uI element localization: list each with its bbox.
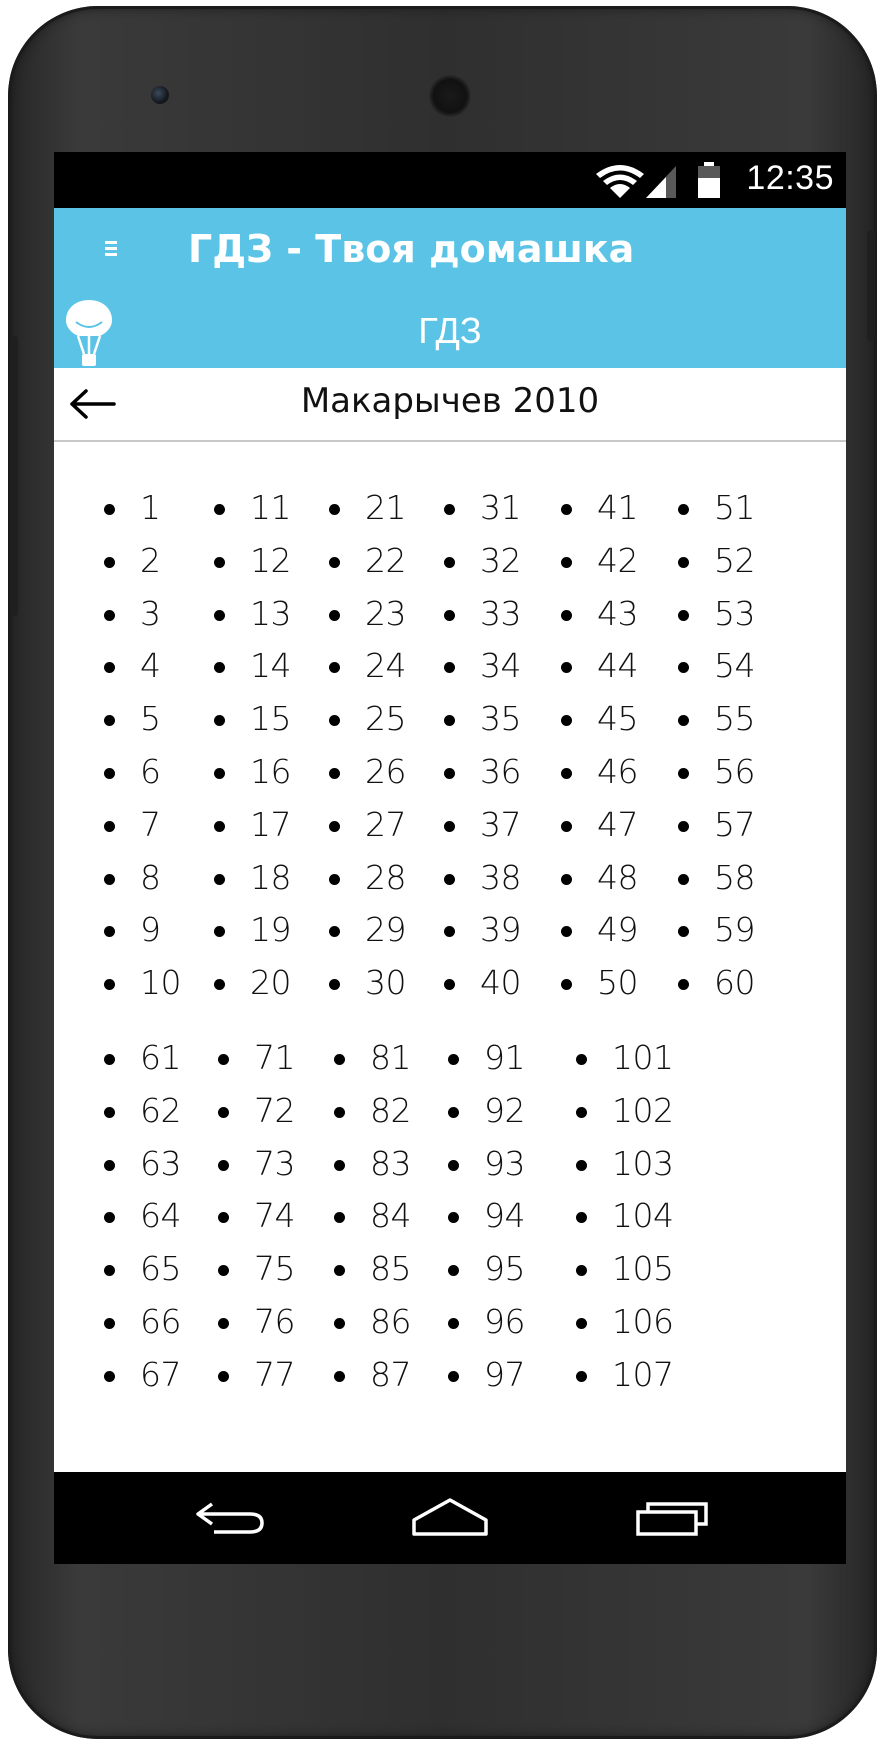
bullet-icon bbox=[444, 926, 455, 937]
problem-number-link[interactable]: 93 bbox=[484, 1143, 525, 1183]
problem-number-link[interactable]: 103 bbox=[612, 1143, 674, 1183]
problem-number-link[interactable]: 37 bbox=[480, 804, 521, 844]
problem-number-link[interactable]: 54 bbox=[714, 646, 755, 686]
phone-frame bbox=[8, 6, 877, 1739]
bullet-icon bbox=[561, 768, 572, 779]
bullet-icon bbox=[104, 979, 115, 990]
bullet-icon bbox=[448, 1371, 459, 1382]
problem-number-link[interactable]: 47 bbox=[597, 804, 638, 844]
problem-number-link[interactable]: 41 bbox=[597, 488, 638, 527]
bullet-icon bbox=[329, 610, 340, 621]
problem-number-link[interactable]: 12 bbox=[250, 540, 291, 580]
bullet-icon bbox=[329, 768, 340, 779]
problem-number-link[interactable]: 72 bbox=[254, 1090, 295, 1130]
bullet-icon bbox=[218, 1371, 229, 1382]
bullet-icon bbox=[561, 979, 572, 990]
problem-number-link[interactable]: 67 bbox=[140, 1354, 181, 1394]
bullet-icon bbox=[678, 504, 689, 515]
problem-number-link[interactable]: 8 bbox=[140, 857, 161, 897]
problem-number-link[interactable]: 49 bbox=[597, 910, 638, 950]
problem-number-link[interactable]: 61 bbox=[140, 1038, 181, 1077]
problem-number-link[interactable]: 9 bbox=[140, 910, 161, 950]
problem-number-link[interactable]: 31 bbox=[480, 488, 521, 527]
bullet-icon bbox=[329, 557, 340, 568]
bullet-icon bbox=[561, 821, 572, 832]
problem-number-link[interactable]: 17 bbox=[250, 804, 291, 844]
problem-number-link[interactable]: 63 bbox=[140, 1143, 181, 1183]
status-bar bbox=[54, 152, 846, 208]
bullet-icon bbox=[329, 662, 340, 673]
bullet-icon bbox=[576, 1160, 587, 1171]
problem-number-link[interactable]: 30 bbox=[365, 963, 406, 1003]
volume-button bbox=[10, 336, 18, 616]
bullet-icon bbox=[678, 874, 689, 885]
bullet-icon bbox=[104, 610, 115, 621]
problem-number-link[interactable]: 66 bbox=[140, 1301, 181, 1341]
bullet-icon bbox=[104, 504, 115, 515]
menu-icon[interactable] bbox=[102, 238, 122, 264]
problem-number-link[interactable]: 92 bbox=[484, 1090, 525, 1130]
bullet-icon bbox=[448, 1160, 459, 1171]
problem-number-link[interactable]: 28 bbox=[365, 857, 406, 897]
bullet-icon bbox=[329, 874, 340, 885]
bullet-icon bbox=[448, 1107, 459, 1118]
bullet-icon bbox=[218, 1054, 229, 1065]
problem-number-link[interactable]: 26 bbox=[365, 751, 406, 791]
bullet-icon bbox=[104, 1318, 115, 1329]
bullet-icon bbox=[104, 1265, 115, 1276]
system-nav-bar bbox=[54, 1472, 846, 1564]
problem-number-link[interactable]: 15 bbox=[250, 699, 291, 739]
problem-number-link[interactable]: 76 bbox=[254, 1301, 295, 1341]
book-header bbox=[54, 368, 846, 442]
problem-number-link[interactable]: 43 bbox=[597, 593, 638, 633]
problem-number-link[interactable]: 51 bbox=[714, 488, 755, 527]
problem-number-link[interactable]: 75 bbox=[254, 1249, 295, 1289]
problem-number-link[interactable]: 55 bbox=[714, 699, 755, 739]
bullet-icon bbox=[334, 1054, 345, 1065]
bullet-icon bbox=[104, 1160, 115, 1171]
problem-number-link[interactable]: 6 bbox=[140, 751, 161, 791]
problem-number-link[interactable]: 57 bbox=[714, 804, 755, 844]
problem-number-link[interactable]: 5 bbox=[140, 699, 161, 739]
problem-number-link[interactable]: 58 bbox=[714, 857, 755, 897]
problem-number-link[interactable]: 42 bbox=[597, 540, 638, 580]
problem-number-link[interactable]: 73 bbox=[254, 1143, 295, 1183]
bullet-icon bbox=[104, 715, 115, 726]
status-time: 12:35 bbox=[746, 159, 834, 197]
bullet-icon bbox=[214, 926, 225, 937]
bullet-icon bbox=[448, 1054, 459, 1065]
battery-icon bbox=[698, 162, 720, 198]
problem-number-link[interactable]: 62 bbox=[140, 1090, 181, 1130]
bullet-icon bbox=[678, 557, 689, 568]
front-camera bbox=[151, 86, 169, 104]
problem-number-link[interactable]: 46 bbox=[597, 751, 638, 791]
problem-number-link[interactable]: 38 bbox=[480, 857, 521, 897]
bullet-icon bbox=[214, 821, 225, 832]
problem-number-link[interactable]: 48 bbox=[597, 857, 638, 897]
bullet-icon bbox=[218, 1265, 229, 1276]
problem-number-link[interactable]: 81 bbox=[370, 1038, 411, 1077]
bullet-icon bbox=[214, 662, 225, 673]
bullet-icon bbox=[444, 715, 455, 726]
problem-number-link[interactable]: 83 bbox=[370, 1143, 411, 1183]
bullet-icon bbox=[576, 1371, 587, 1382]
problem-number-link[interactable]: 97 bbox=[484, 1354, 525, 1394]
bullet-icon bbox=[561, 557, 572, 568]
recents-nav-icon[interactable] bbox=[634, 1490, 714, 1544]
bullet-icon bbox=[576, 1318, 587, 1329]
bullet-icon bbox=[678, 715, 689, 726]
problem-number-link[interactable]: 21 bbox=[365, 488, 406, 527]
problem-number-link[interactable]: 84 bbox=[370, 1196, 411, 1236]
bullet-icon bbox=[444, 768, 455, 779]
bullet-icon bbox=[444, 504, 455, 515]
status-icons bbox=[594, 160, 734, 200]
problem-number-link[interactable]: 1 bbox=[140, 488, 161, 527]
bullet-icon bbox=[214, 768, 225, 779]
problem-number-link[interactable]: 18 bbox=[250, 857, 291, 897]
bullet-icon bbox=[444, 662, 455, 673]
section-bar bbox=[54, 294, 846, 368]
problem-number-link[interactable]: 59 bbox=[714, 910, 755, 950]
bullet-icon bbox=[218, 1318, 229, 1329]
problem-number-link[interactable]: 94 bbox=[484, 1196, 525, 1236]
bullet-icon bbox=[561, 610, 572, 621]
bullet-icon bbox=[444, 821, 455, 832]
earpiece-speaker bbox=[429, 75, 471, 117]
bullet-icon bbox=[576, 1265, 587, 1276]
bullet-icon bbox=[218, 1160, 229, 1171]
bullet-icon bbox=[218, 1107, 229, 1118]
problem-number-link[interactable]: 64 bbox=[140, 1196, 181, 1236]
problem-number-link[interactable]: 4 bbox=[140, 646, 161, 686]
bullet-icon bbox=[214, 979, 225, 990]
bullet-icon bbox=[329, 504, 340, 515]
problem-number-link[interactable]: 53 bbox=[714, 593, 755, 633]
bullet-icon bbox=[561, 504, 572, 515]
bullet-icon bbox=[561, 662, 572, 673]
problem-number-link[interactable]: 95 bbox=[484, 1249, 525, 1289]
signal-icon bbox=[646, 166, 676, 198]
bullet-icon bbox=[576, 1107, 587, 1118]
bullet-icon bbox=[678, 926, 689, 937]
bullet-icon bbox=[444, 979, 455, 990]
bullet-icon bbox=[214, 557, 225, 568]
problem-number-link[interactable]: 7 bbox=[140, 804, 161, 844]
bullet-icon bbox=[678, 979, 689, 990]
problem-number-link[interactable]: 101 bbox=[612, 1038, 674, 1077]
problem-number-link[interactable]: 82 bbox=[370, 1090, 411, 1130]
problem-number-link[interactable]: 10 bbox=[140, 963, 181, 1003]
bullet-icon bbox=[334, 1107, 345, 1118]
bullet-icon bbox=[104, 768, 115, 779]
problem-number-link[interactable]: 107 bbox=[612, 1354, 674, 1394]
wifi-icon bbox=[596, 165, 644, 198]
bullet-icon bbox=[448, 1212, 459, 1223]
problem-number-link[interactable]: 27 bbox=[365, 804, 406, 844]
problem-number-link[interactable]: 3 bbox=[140, 593, 161, 633]
problem-number-link[interactable]: 32 bbox=[480, 540, 521, 580]
bullet-icon bbox=[334, 1265, 345, 1276]
problem-number-link[interactable]: 96 bbox=[484, 1301, 525, 1341]
bullet-icon bbox=[678, 662, 689, 673]
bullet-icon bbox=[561, 715, 572, 726]
bullet-icon bbox=[678, 610, 689, 621]
bullet-icon bbox=[561, 874, 572, 885]
bullet-icon bbox=[214, 874, 225, 885]
bullet-icon bbox=[104, 1212, 115, 1223]
problem-number-link[interactable]: 77 bbox=[254, 1354, 295, 1394]
problem-number-link[interactable]: 20 bbox=[250, 963, 291, 1003]
bullet-icon bbox=[678, 768, 689, 779]
problem-number-link[interactable]: 25 bbox=[365, 699, 406, 739]
bullet-icon bbox=[104, 1054, 115, 1065]
problem-number-link[interactable]: 106 bbox=[612, 1301, 674, 1341]
bullet-icon bbox=[448, 1318, 459, 1329]
problem-number-link[interactable]: 44 bbox=[597, 646, 638, 686]
bullet-icon bbox=[444, 874, 455, 885]
problem-number-link[interactable]: 39 bbox=[480, 910, 521, 950]
bullet-icon bbox=[104, 662, 115, 673]
problem-number-link[interactable]: 87 bbox=[370, 1354, 411, 1394]
bullet-icon bbox=[214, 610, 225, 621]
problem-list bbox=[54, 442, 846, 1472]
problem-number-link[interactable]: 23 bbox=[365, 593, 406, 633]
bullet-icon bbox=[218, 1212, 229, 1223]
bullet-icon bbox=[576, 1054, 587, 1065]
app-bar bbox=[54, 208, 846, 294]
bullet-icon bbox=[214, 715, 225, 726]
bullet-icon bbox=[334, 1371, 345, 1382]
bullet-icon bbox=[576, 1212, 587, 1223]
bullet-icon bbox=[678, 821, 689, 832]
bullet-icon bbox=[448, 1265, 459, 1276]
problem-number-link[interactable]: 36 bbox=[480, 751, 521, 791]
bullet-icon bbox=[334, 1212, 345, 1223]
problem-number-link[interactable]: 50 bbox=[597, 963, 638, 1003]
problem-number-link[interactable]: 105 bbox=[612, 1249, 674, 1289]
home-nav-icon[interactable] bbox=[410, 1490, 490, 1544]
bullet-icon bbox=[329, 715, 340, 726]
bullet-icon bbox=[104, 1371, 115, 1382]
problem-number-link[interactable]: 22 bbox=[365, 540, 406, 580]
problem-number-link[interactable]: 19 bbox=[250, 910, 291, 950]
problem-number-link[interactable]: 24 bbox=[365, 646, 406, 686]
problem-number-link[interactable]: 60 bbox=[714, 963, 755, 1003]
problem-number-link[interactable]: 35 bbox=[480, 699, 521, 739]
bullet-icon bbox=[334, 1318, 345, 1329]
problem-number-link[interactable]: 91 bbox=[484, 1038, 525, 1077]
problem-number-link[interactable]: 45 bbox=[597, 699, 638, 739]
problem-number-link[interactable]: 85 bbox=[370, 1249, 411, 1289]
problem-number-link[interactable]: 86 bbox=[370, 1301, 411, 1341]
bullet-icon bbox=[104, 926, 115, 937]
bullet-icon bbox=[104, 1107, 115, 1118]
bullet-icon bbox=[561, 926, 572, 937]
problem-number-link[interactable]: 65 bbox=[140, 1249, 181, 1289]
bullet-icon bbox=[329, 821, 340, 832]
bullet-icon bbox=[444, 610, 455, 621]
book-title: Макарычев 2010 bbox=[300, 381, 600, 421]
problem-number-link[interactable]: 29 bbox=[365, 910, 406, 950]
screen bbox=[54, 152, 846, 1564]
app-title: ГДЗ - Твоя домашка bbox=[188, 227, 635, 271]
problem-number-link[interactable]: 11 bbox=[250, 488, 291, 527]
bullet-icon bbox=[334, 1160, 345, 1171]
section-title: ГДЗ bbox=[418, 310, 482, 351]
bullet-icon bbox=[444, 557, 455, 568]
problem-number-link[interactable]: 71 bbox=[254, 1038, 295, 1077]
back-nav-icon[interactable] bbox=[192, 1490, 272, 1544]
bullet-icon bbox=[104, 557, 115, 568]
problem-number-link[interactable]: 56 bbox=[714, 751, 755, 791]
bullet-icon bbox=[214, 504, 225, 515]
bullet-icon bbox=[104, 821, 115, 832]
problem-number-link[interactable]: 14 bbox=[250, 646, 291, 686]
problem-number-link[interactable]: 102 bbox=[612, 1090, 674, 1130]
problem-number-link[interactable]: 33 bbox=[480, 593, 521, 633]
problem-number-link[interactable]: 52 bbox=[714, 540, 755, 580]
problem-number-link[interactable]: 16 bbox=[250, 751, 291, 791]
bullet-icon bbox=[104, 874, 115, 885]
problem-number-link[interactable]: 34 bbox=[480, 646, 521, 686]
problem-number-link[interactable]: 104 bbox=[612, 1196, 674, 1236]
problem-number-link[interactable]: 74 bbox=[254, 1196, 295, 1236]
bullet-icon bbox=[329, 926, 340, 937]
problem-number-link[interactable]: 40 bbox=[480, 963, 521, 1003]
problem-number-link[interactable]: 13 bbox=[250, 593, 291, 633]
bullet-icon bbox=[329, 979, 340, 990]
problem-number-link[interactable]: 2 bbox=[140, 540, 161, 580]
power-button bbox=[867, 231, 875, 341]
